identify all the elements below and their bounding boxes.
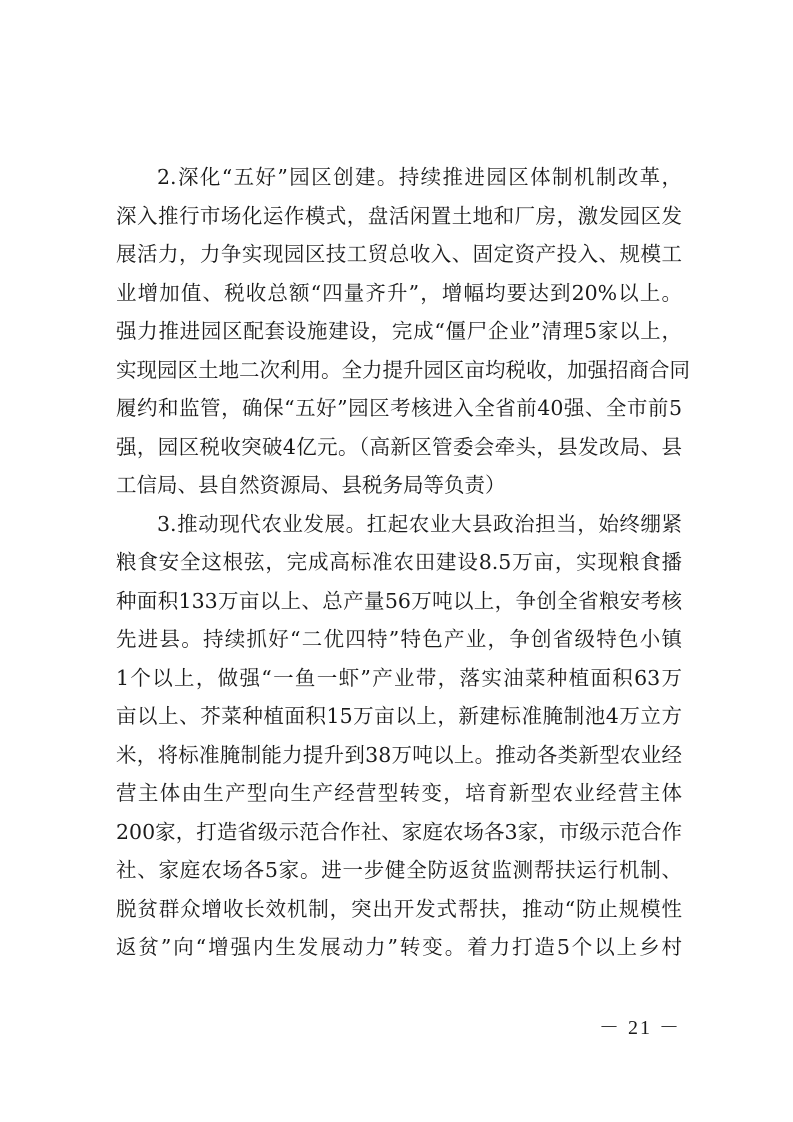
paragraph-2-line-3: 种面积133万亩以上、总产量56万吨以上，争创全省粮安考核 (116, 588, 682, 613)
paragraph-2-line-10: 社、家庭农场各5家。进一步健全防返贫监测帮扶运行机制、 (116, 858, 682, 882)
paragraph-2-line-5: 1个以上，做强“一鱼一虾”产业带，落实油菜种植面积63万 (116, 665, 682, 690)
paragraph-1-line-7: 履约和监管，确保“五好”园区考核进入全省前40强、全市前5 (116, 396, 682, 420)
paragraph-1-line-5: 强力推进园区配套设施建设，完成“僵尸企业”清理5家以上， (116, 319, 682, 343)
paragraph-2-line-6: 亩以上、芥菜种植面积15万亩以上，新建标准腌制池4万立方 (116, 704, 682, 728)
paragraph-2-line-7: 米，将标准腌制能力提升到38万吨以上。推动各类新型农业经 (116, 742, 682, 767)
paragraph-2-line-4: 先进县。持续抓好“二优四特”特色产业，争创省级特色小镇 (116, 627, 682, 651)
paragraph-2-line-12: 返贫”向“增强内生发展动力”转变。着力打造5个以上乡村 (116, 935, 682, 959)
page-number: － 21 － (599, 1017, 681, 1039)
paragraph-1-line-6: 实现园区土地二次利用。全力提升园区亩均税收，加强招商合同 (116, 357, 690, 382)
paragraph-2-line-2: 粮食安全这根弦，完成高标准农田建设8.5万亩，实现粮食播 (116, 550, 682, 574)
paragraph-2-line-11: 脱贫群众增收长效机制，突出开发式帮扶，推动“防止规模性 (116, 896, 682, 921)
paragraph-1-line-4: 业增加值、税收总额“四量齐升”，增幅均要达到20%以上。 (116, 280, 682, 305)
paragraph-1-line-9: 工信局、县自然资源局、县税务局等负责） (116, 473, 506, 497)
paragraph-1-line-1: 2.深化“五好”园区创建。持续推进园区体制机制改革， (157, 165, 682, 189)
body-text (116, 158, 690, 967)
paragraph-2-line-9: 200家，打造省级示范合作社、家庭农场各3家，市级示范合作 (116, 819, 682, 844)
paragraph-1-line-3: 展活力，力争实现园区技工贸总收入、固定资产投入、规模工 (116, 242, 682, 266)
paragraph-1-line-8: 强，园区税收突破4亿元。（高新区管委会牵头，县发改局、县 (116, 434, 682, 459)
paragraph-2-line-8: 营主体由生产型向生产经营型转变，培育新型农业经营主体 (116, 781, 682, 805)
paragraph-1-line-2: 深入推行市场化运作模式，盘活闲置土地和厂房，激发园区发 (116, 203, 682, 228)
paragraph-2-line-1: 3.推动现代农业发展。扛起农业大县政治担当，始终绷紧 (157, 511, 682, 536)
